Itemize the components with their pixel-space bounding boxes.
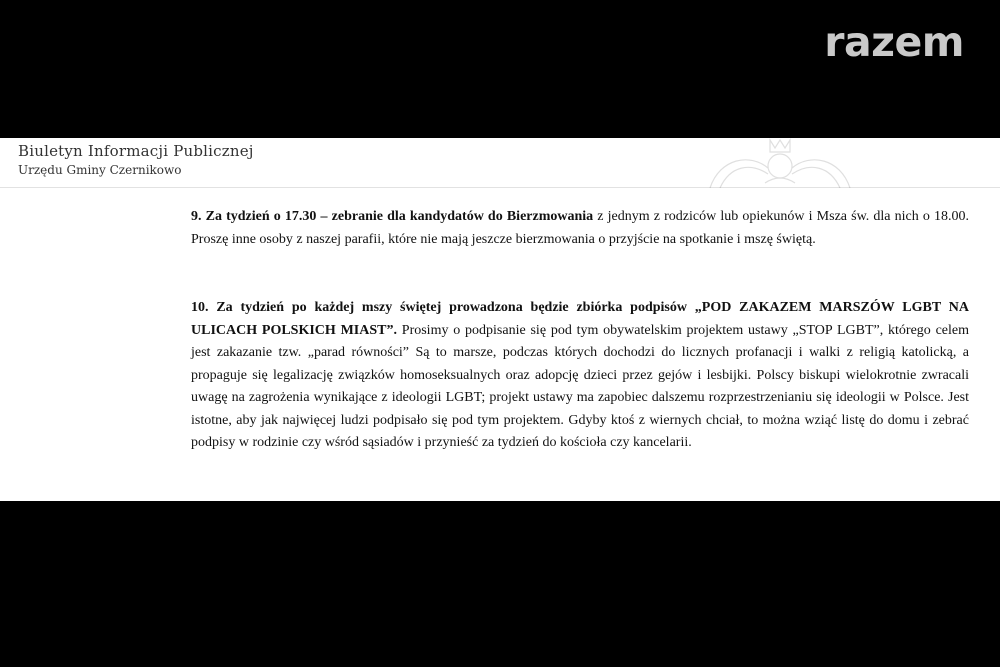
page-header xyxy=(0,138,1000,188)
announcements xyxy=(191,206,969,455)
header-subtitle: Urzędu Gminy Czernikowo xyxy=(18,163,182,177)
razem-logo: razem xyxy=(824,18,964,66)
announcement-text: z jednym z rodziców lub opiekunów i Msza św. dla nich o 18.00. Proszę inne osoby z naszej parafii, które nie mają jeszcze bierzmowania o przyjście na spotkanie i mszę świętą. xyxy=(191,209,969,247)
eagle-emblem-icon xyxy=(650,138,910,188)
bip-page xyxy=(0,138,1000,501)
announcement-item xyxy=(191,206,969,251)
announcement-item xyxy=(191,297,969,455)
header-title[interactable]: Biuletyn Informacji Publicznej xyxy=(18,142,254,160)
announcement-lead: 10. Za tydzień po każdej mszy świętej prowadzona będzie zbiórka podpisów „POD ZAKAZEM MARSZÓW LGBT NA ULICACH POLSKICH MIAST”. xyxy=(191,300,969,338)
announcement-lead: 9. Za tydzień o 17.30 – zebranie dla kandydatów do Bierzmowania xyxy=(191,209,594,224)
announcement-text: Prosimy o podpisanie się pod tym obywatelskim projektem ustawy „STOP LGBT”, którego celem jest zakazanie tzw. „parad równości” Są to marsze, podczas których dochodzi do licznych profanacji i walki z religią katolicką, a propaguje się legalizację związków homoseksualnych oraz adopcję dzieci przez gejów i lesbijki. Polscy biskupi wielokrotnie zwracali uwagę na zagrożenia wynikające z ideologii LGBT; projekt ustawy ma zapobiec dalszemu rozprzestrzenianiu się ideologii w Polsce. Jest istotne, aby jak najwięcej ludzi podpisało się pod tym projektem. Gdyby ktoś z wiernych chciał, to można wziąć listę do domu i zebrać podpisy w rodzinie czy wśród sąsiadów i przynieść za tydzień do kościoła czy kancelarii. xyxy=(191,322,969,450)
